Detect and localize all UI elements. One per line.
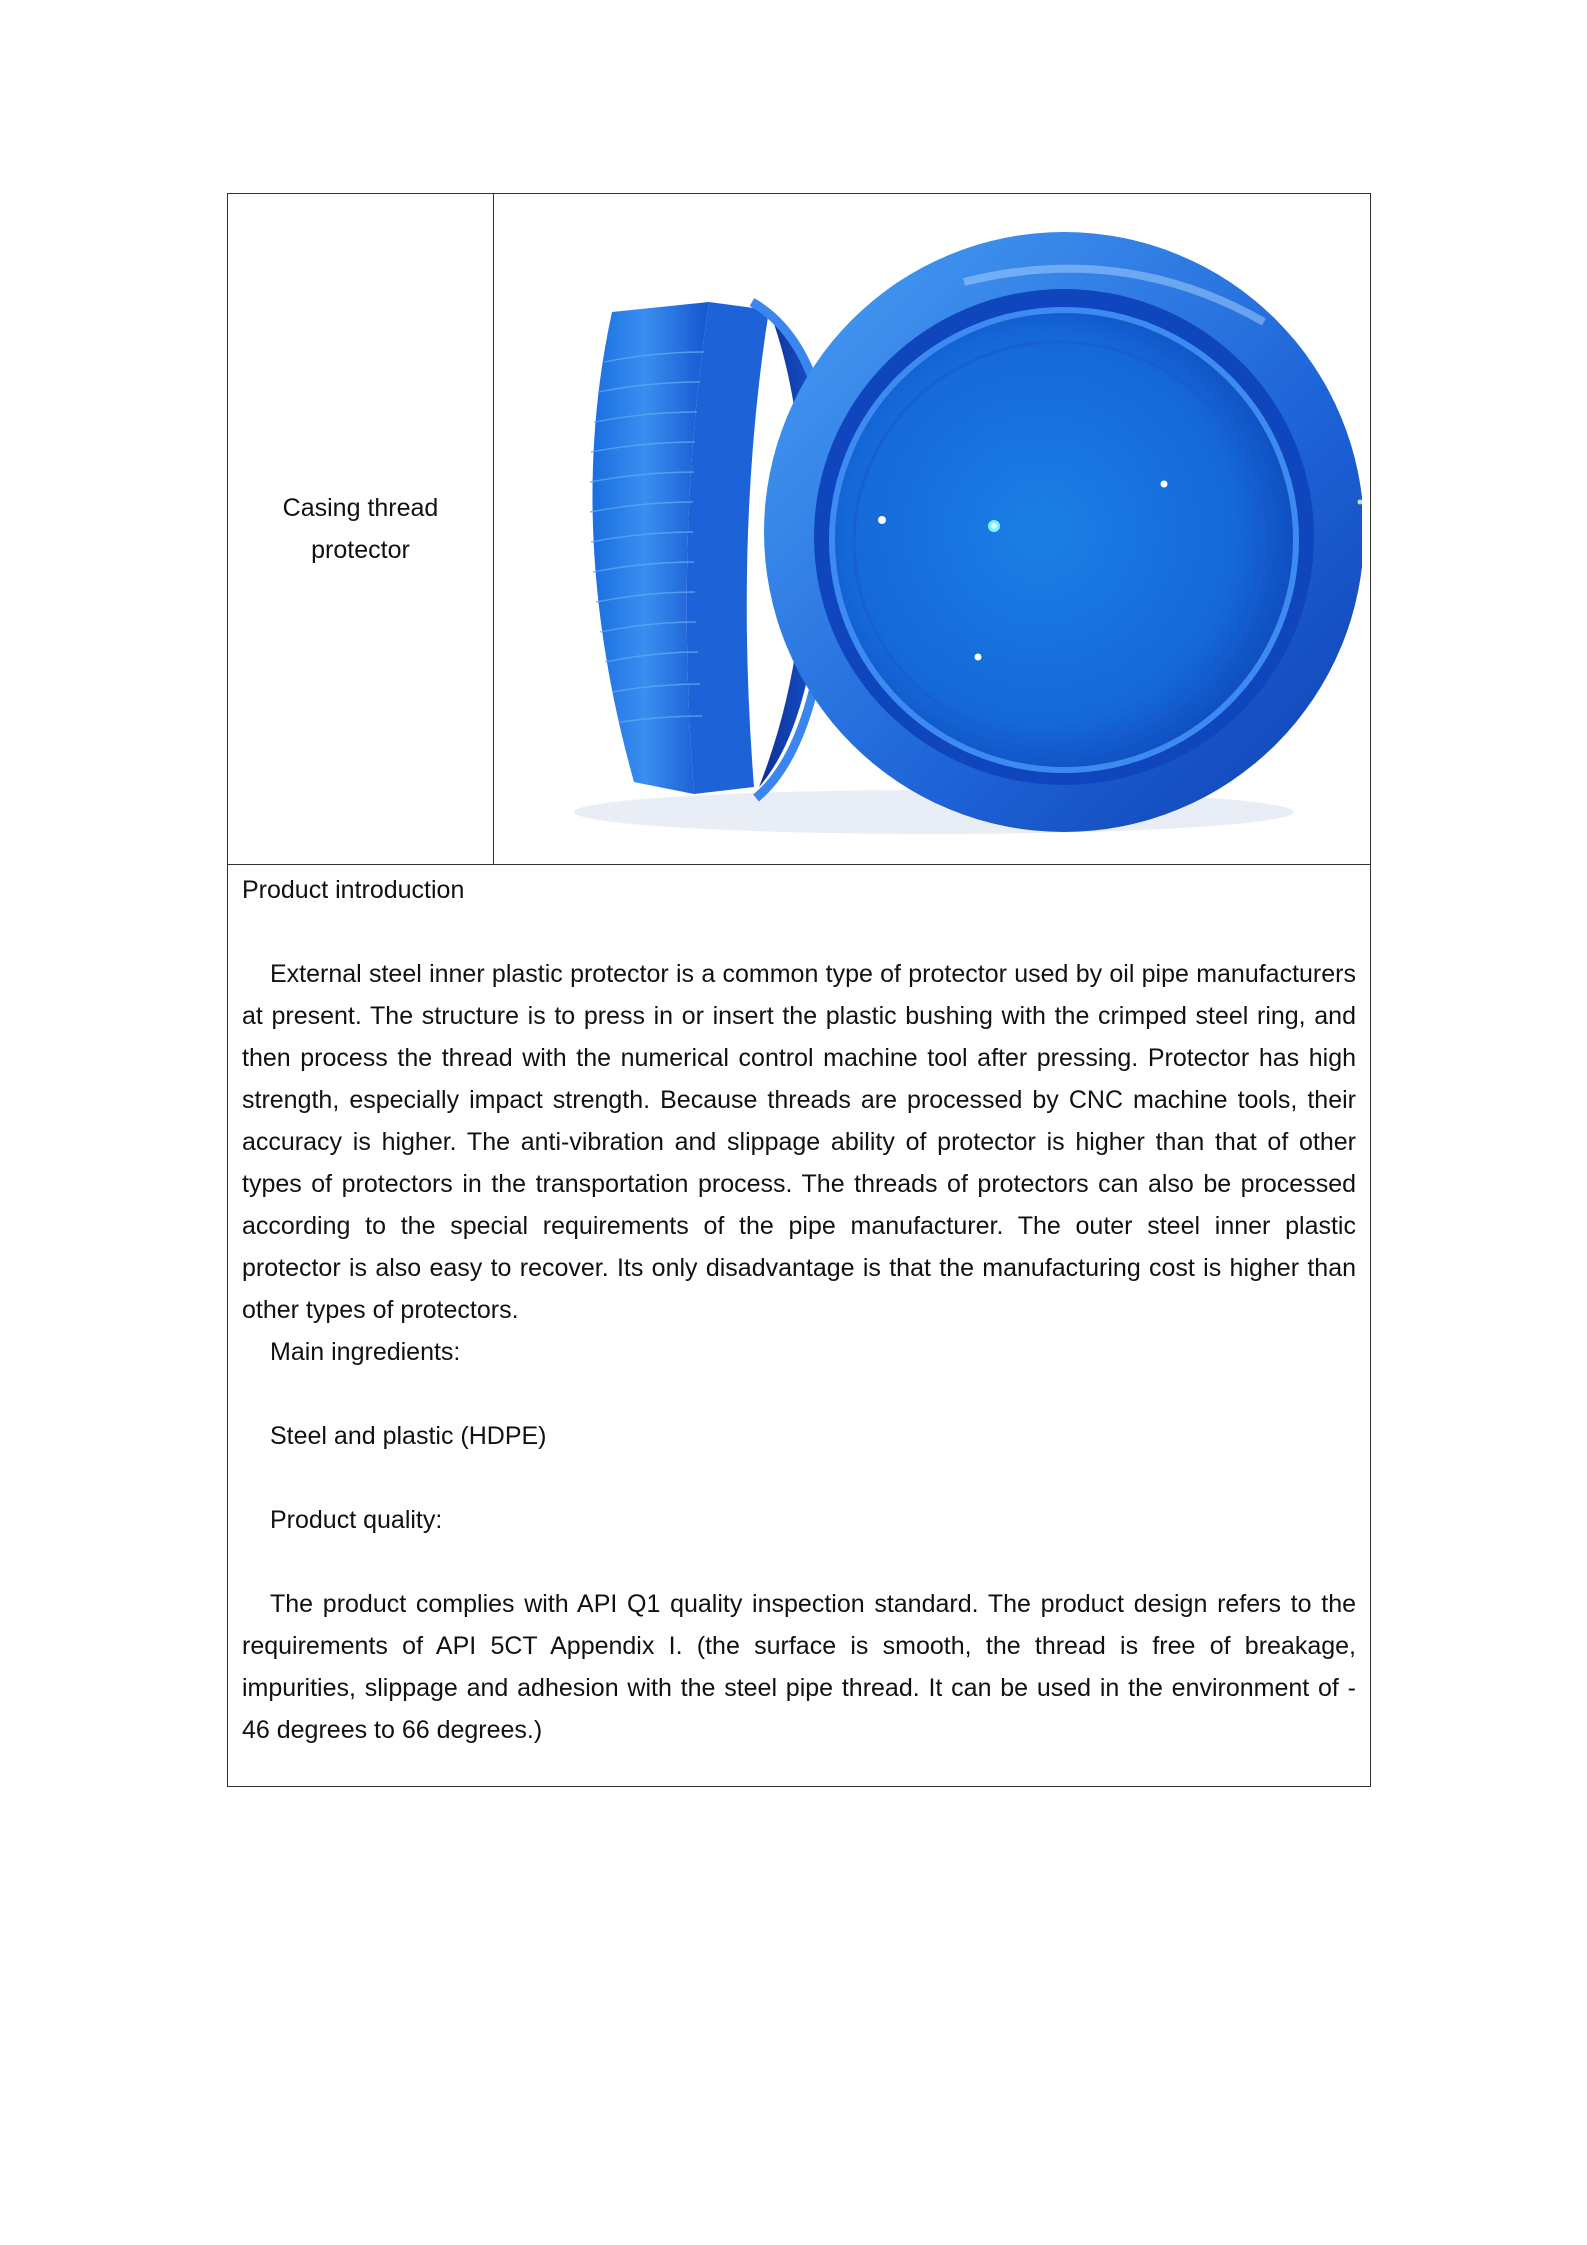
introduction-heading: Product introduction [242,876,465,904]
product-description-cell [228,865,1370,1786]
introduction-paragraph: External steel inner plastic protector is a common type of protector used by oil pipe manufacturers at present. The structure is to press in or insert the plastic bushing with the crimped steel ring, and then process the thread with the numerical control machine tool after pressing. Protector has high strength, especially impact strength. Because threads are processed by CNC machine tools, their accuracy is higher. The anti-vibration and slippage ability of protector is higher than that of other types of protectors in the transportation process. The threads of protectors can also be processed according to the special requirements of the pipe manufacturer. The outer steel inner plastic protector is also easy to recover. Its only disadvantage is that the manufacturing cost is higher than other types of protectors. [242,960,1356,1324]
quality-heading: Product quality: [270,1506,443,1534]
protector-cap [764,232,1362,832]
product-label: Casing thread protector [282,494,439,564]
quality-paragraph: The product complies with API Q1 quality inspection standard. The product design refers to the requirements of API 5CT Appendix I. (the surface is smooth, the thread is free of breakage, impurities, slippage and adhesion with the steel pipe thread. It can be used in the environment of - 46 degrees to 66 degrees.) [242,1590,1356,1744]
product-label-cell [228,194,494,864]
product-photo [504,202,1362,854]
product-table [227,193,1371,1787]
ingredients-value: Steel and plastic (HDPE) [270,1422,547,1450]
product-header-row [228,194,1370,865]
ingredients-heading: Main ingredients: [270,1338,461,1366]
product-image-cell [494,194,1370,864]
